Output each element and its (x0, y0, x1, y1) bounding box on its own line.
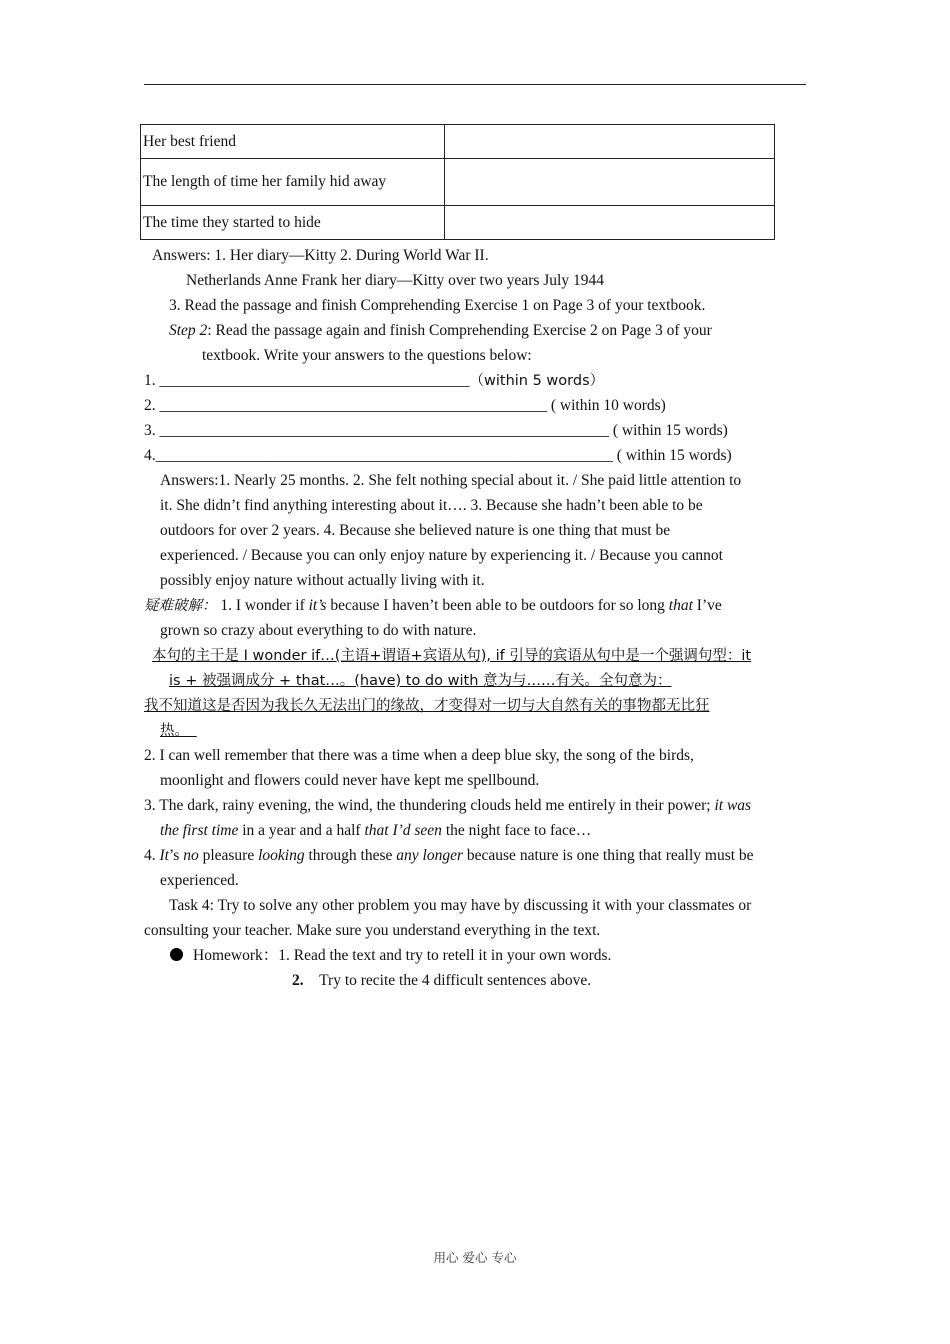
difficult-sentence-3: 3. The dark, rainy evening, the wind, the thundering clouds held me entirely in their power; it was (144, 797, 752, 814)
step-2-text: : Read the passage again and finish Comprehending Exercise 2 on Page 3 of your (207, 322, 712, 339)
answers2-line: it. She didn’t find anything interesting about it…. 3. Because she hadn’t been able to be (160, 497, 703, 514)
translation-note: 我不知道这是否因为我长久无法出门的缘故，才变得对一切与大自然有关的事物都无比狂 (144, 698, 710, 714)
answers2-line: Answers:1. Nearly 25 months. 2. She felt nothing special about it. / She paid little attention to (160, 472, 742, 489)
difficult-label: 疑难破解： (144, 598, 217, 614)
row-label: Her best friend (141, 125, 445, 159)
table-row (141, 125, 775, 159)
translation-note: 热。 (160, 723, 189, 739)
answers-line-2: Netherlands Anne Frank her diary—Kitty over two years July 1944 (186, 272, 604, 289)
answers-line-1: Answers: 1. Her diary—Kitty 2. During World War II. (152, 247, 489, 264)
difficult-sentence-1-cont: grown so crazy about everything to do with nature. (160, 622, 477, 639)
translation-note: 本句的主干是 I wonder if…(主语+谓语+宾语从句), if 引导的宾语从句中是一个强调句型：it (152, 648, 752, 664)
homework-line: Homework：1. Read the text and try to retell it in your own words. (170, 943, 611, 968)
difficult-sentence-1: 疑难破解： 1. I wonder if it’s because I haven’t been able to be outdoors for so long that I’ve (144, 597, 722, 614)
difficult-sentence-4: 4. It’s no pleasure looking through these any longer because nature is one thing that really must be (144, 847, 754, 864)
difficult-sentence-3-cont: the first time in a year and a half that I’d seen the night face to face… (160, 822, 592, 839)
table-row (141, 206, 775, 240)
translation-note: is + 被强调成分 + that…。(have) to do with 意为与……有关。全句意为： (169, 673, 672, 689)
step-2-label: Step 2 (169, 322, 208, 339)
blank-2[interactable]: 2. __________________________________________________ ( within 10 words) (144, 397, 666, 414)
step-item-3: 3. Read the passage and finish Comprehending Exercise 1 on Page 3 of your textbook. (169, 297, 706, 314)
answer-cell[interactable] (445, 159, 775, 206)
bullet-icon (170, 948, 183, 961)
task4-line-1: Task 4: Try to solve any other problem you may have by discussing it with your classmates or (169, 897, 752, 914)
blank-3[interactable]: 3. __________________________________________________________ ( within 15 words) (144, 422, 728, 439)
difficult-sentence-2-cont: moonlight and flowers could never have kept me spellbound. (160, 772, 540, 789)
answer-cell[interactable] (445, 206, 775, 240)
answers2-line: outdoors for over 2 years. 4. Because she believed nature is one thing that must be (160, 522, 671, 539)
homework-item-2: 2. Try to recite the 4 difficult sentences above. (292, 972, 592, 989)
info-table (140, 124, 775, 240)
row-label: The time they started to hide (141, 206, 445, 240)
blank-1[interactable]: 1. ________________________________________（within 5 words） (144, 372, 605, 389)
page-footer: 用心 爱心 专心 (433, 1250, 517, 1265)
table-row (141, 159, 775, 206)
task4-line-2: consulting your teacher. Make sure you understand everything in the text. (144, 922, 601, 939)
answer-cell[interactable] (445, 125, 775, 159)
difficult-sentence-4-cont: experienced. (160, 872, 239, 889)
step-2-cont: textbook. Write your answers to the questions below: (202, 347, 532, 364)
header-rule (144, 84, 806, 85)
step-2-line (169, 318, 712, 343)
difficult-sentence-2: 2. I can well remember that there was a time when a deep blue sky, the song of the birds, (144, 747, 694, 764)
answers2-line: experienced. / Because you can only enjoy nature by experiencing it. / Because you cannot (160, 547, 723, 564)
answers2-line: possibly enjoy nature without actually living with it. (160, 572, 485, 589)
row-label: The length of time her family hid away (141, 159, 445, 206)
blank-4[interactable]: 4.___________________________________________________________ ( within 15 words) (144, 447, 732, 464)
